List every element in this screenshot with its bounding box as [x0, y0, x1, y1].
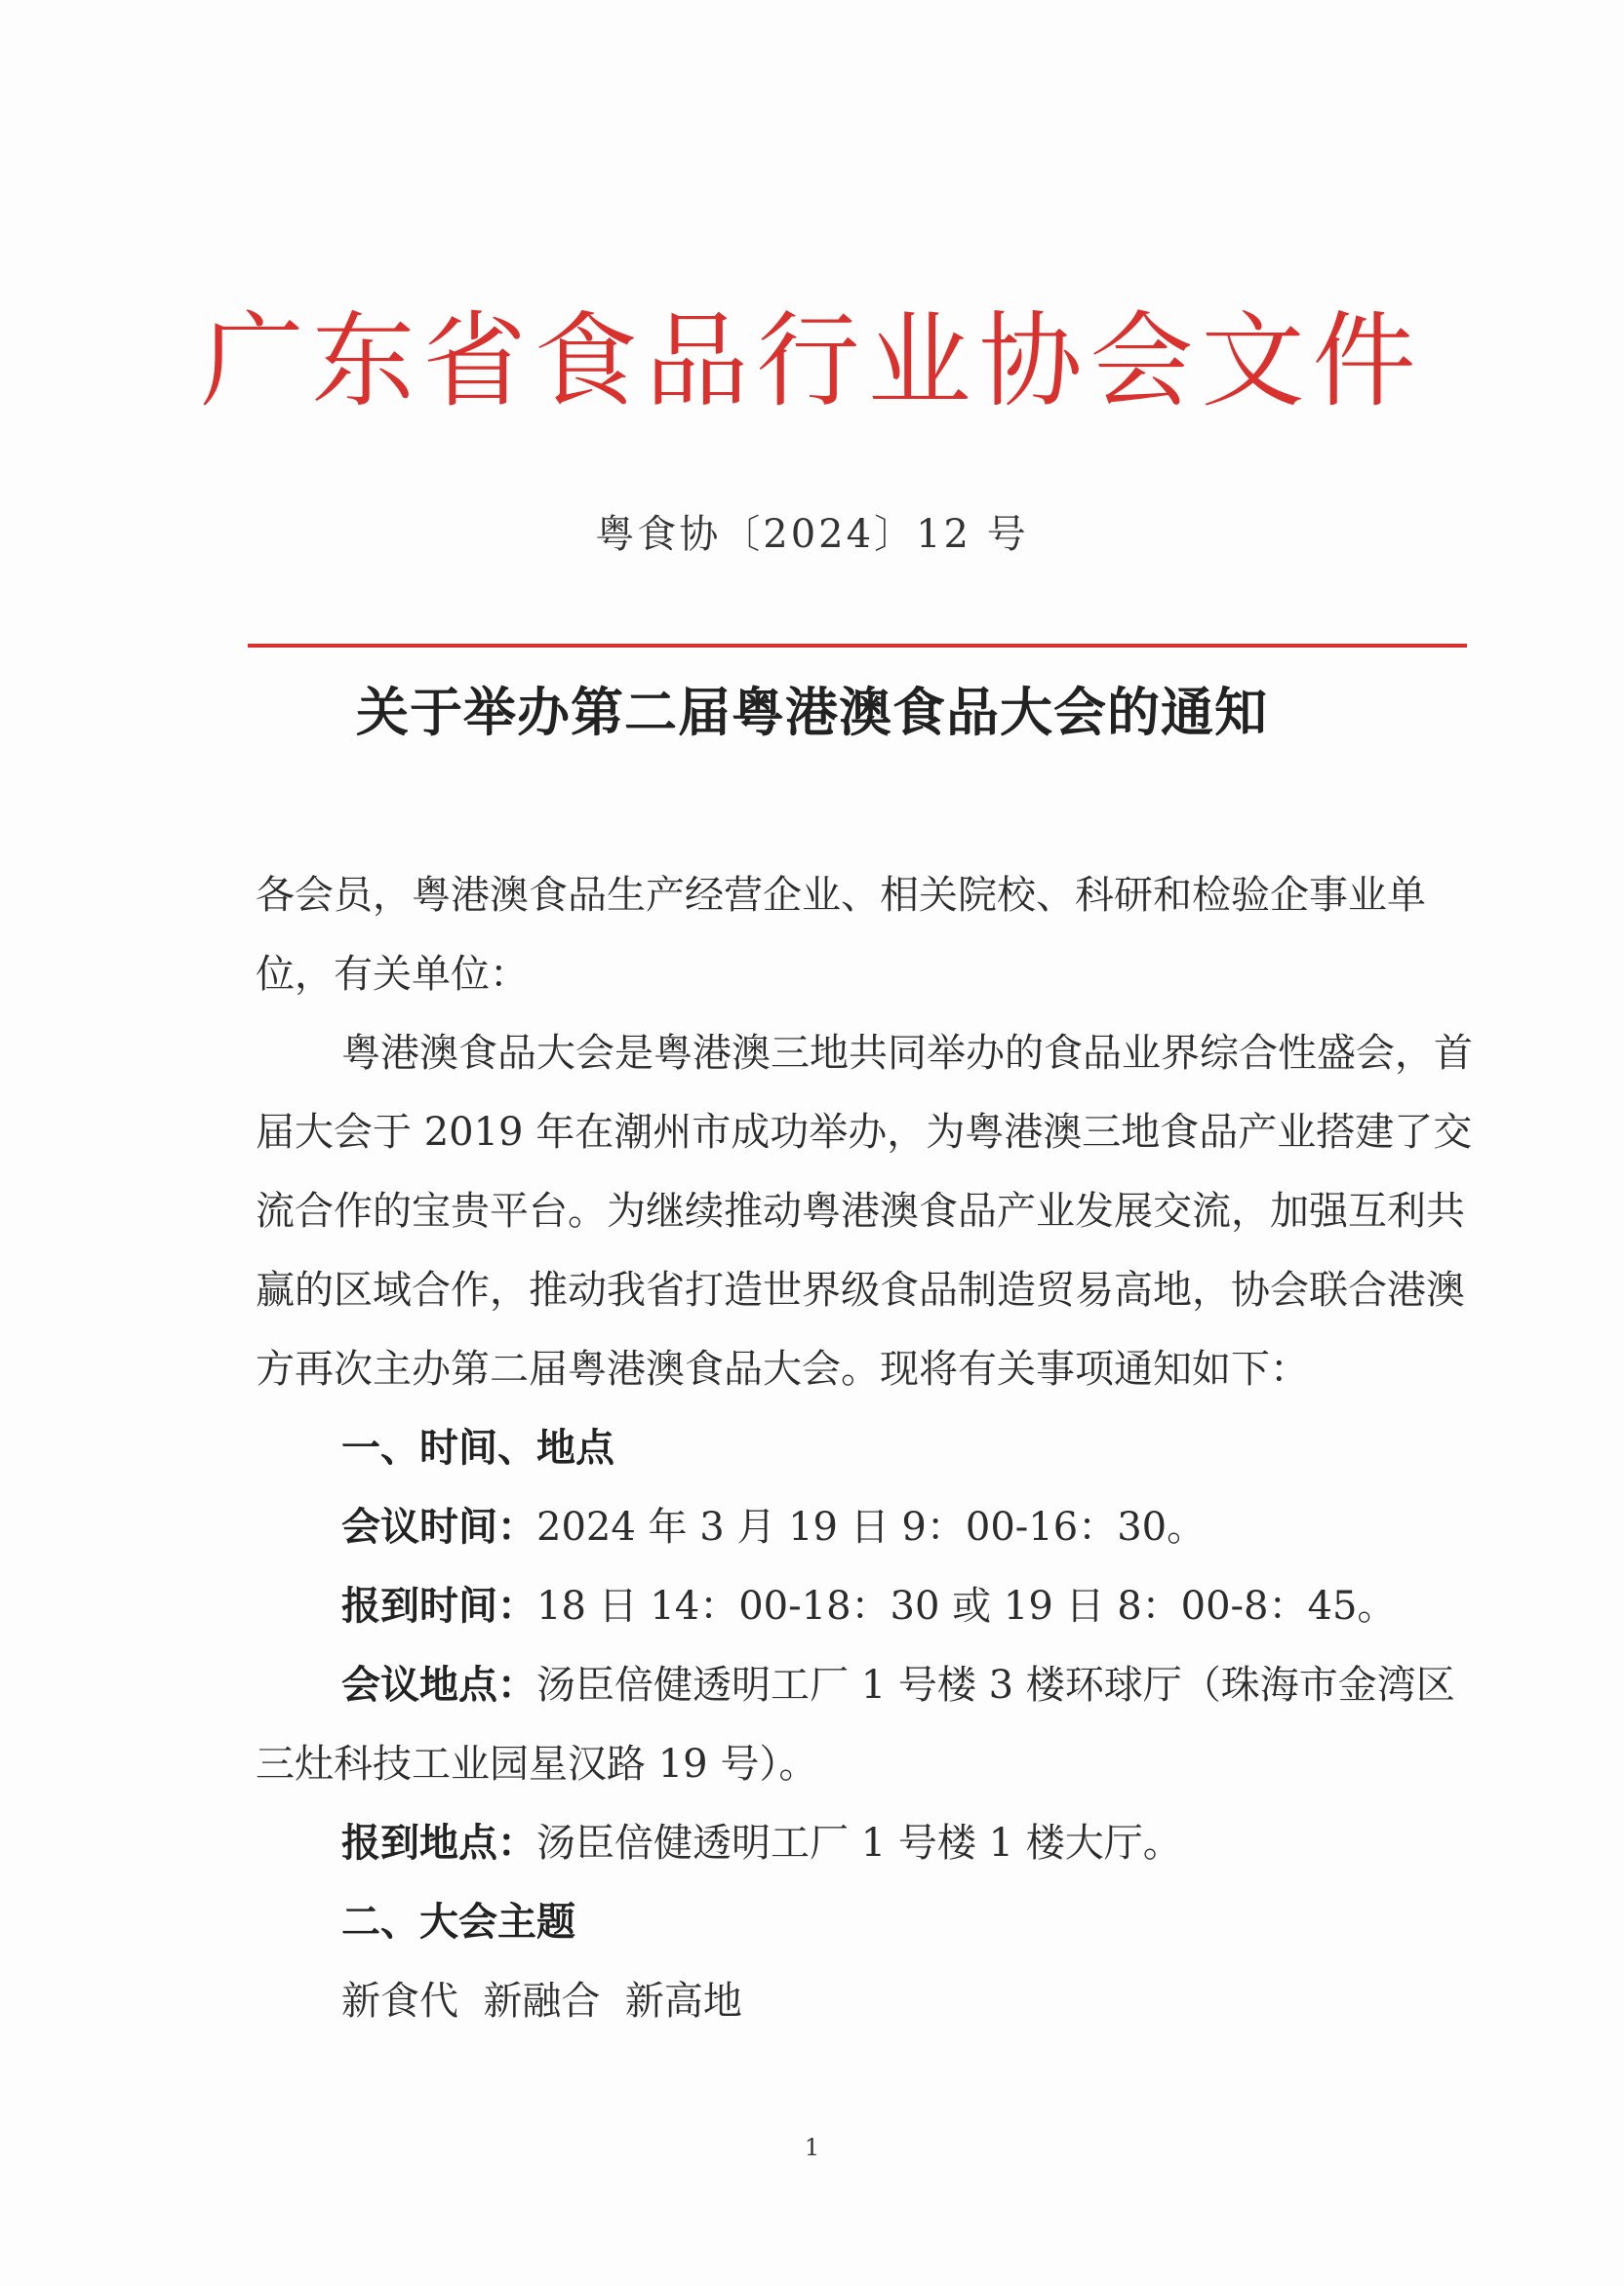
conference-theme: 新食代 新融合 新高地	[341, 1979, 742, 2024]
checkin-time-value: 18 日 14：00-18：30 或 19 日 8：00-8：45。	[536, 1584, 1397, 1629]
checkin-time-label: 报到时间：	[341, 1584, 536, 1629]
masthead: 广东省食品行业协会文件	[200, 301, 1424, 421]
intro-paragraph: 粤港澳食品大会是粤港澳三地共同举办的食品业界综合性盛会，首届大会于 2019 年在潮州市成功举办，为粤港澳三地食品产业搭建了交流合作的宝贵平台。为继续推动粤港澳食品产业发展交流，加强互利共赢的区域合作，推动我省打造世界级食品制造贸易高地，协会联合港澳方再次主办第二届粤港澳食品大会。现将有关事项通知如下：	[256, 1031, 1473, 1392]
section-heading-theme: 二、大会主题	[341, 1900, 575, 1945]
checkin-time	[256, 1567, 1475, 1646]
checkin-place-label: 报到地点：	[341, 1821, 536, 1866]
salutation: 各会员，粤港澳食品生产经营企业、相关院校、科研和检验企事业单位，有关单位：	[256, 873, 1426, 997]
section-heading-time-place: 一、时间、地点	[341, 1426, 614, 1471]
page-number: 1	[804, 2134, 820, 2161]
meeting-time-label: 会议时间：	[341, 1505, 536, 1550]
document-body	[256, 856, 1475, 2041]
venue	[256, 1646, 1475, 1804]
red-divider	[248, 644, 1467, 648]
checkin-place	[256, 1804, 1475, 1883]
venue-label: 会议地点：	[341, 1663, 536, 1708]
checkin-place-value: 汤臣倍健透明工厂 1 号楼 1 楼大厅。	[536, 1821, 1182, 1866]
venue-value: 汤臣倍健透明工厂 1 号楼 3 楼环球厅（珠海市金湾区三灶科技工业园星汉路 19 号）。	[256, 1663, 1455, 1787]
meeting-time	[256, 1488, 1475, 1567]
document-title: 关于举办第二届粤港澳食品大会的通知	[356, 682, 1268, 743]
meeting-time-value: 2024 年 3 月 19 日 9：00-16：30。	[536, 1505, 1207, 1550]
document-number: 粤食协〔2024〕12 号	[595, 512, 1029, 557]
